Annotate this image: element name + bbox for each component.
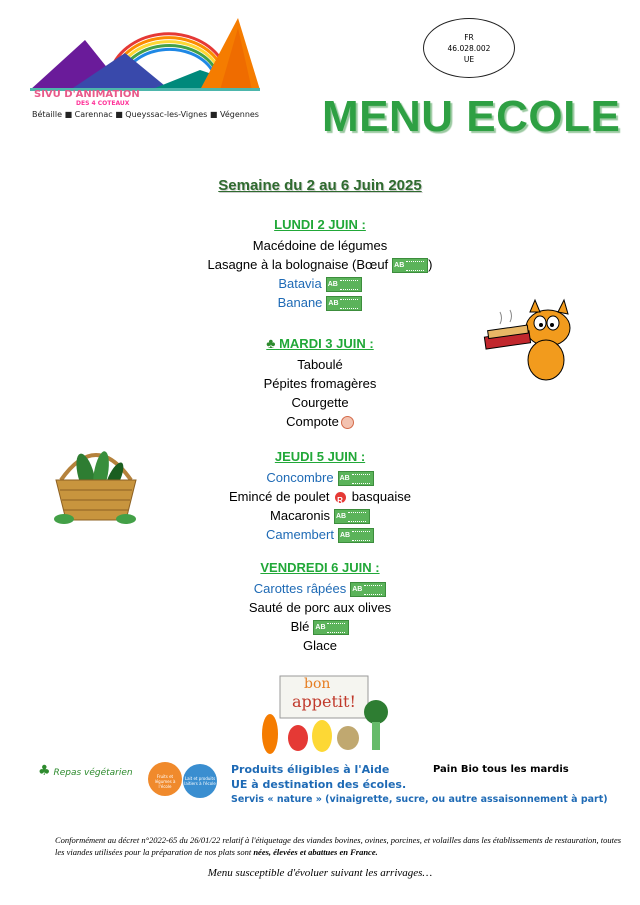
organic-label-icon bbox=[313, 620, 349, 635]
menu-item: BataviaAB bbox=[0, 274, 640, 293]
aid-line-1: Produits éligibles à l'Aide bbox=[231, 763, 390, 776]
organic-label-icon bbox=[338, 528, 374, 543]
organic-label-icon bbox=[326, 296, 362, 311]
menu-item: Glace bbox=[303, 638, 337, 653]
bon-text: bon bbox=[304, 676, 331, 692]
label-rouge-icon bbox=[335, 492, 346, 503]
menu-change-notice: Menu susceptible d'évoluer suivant les arrivages… bbox=[207, 867, 433, 879]
page-title: MENU ECOLE bbox=[322, 92, 621, 141]
day-label: LUNDI 2 JUIN : bbox=[274, 217, 366, 232]
day-label: VENDREDI 6 JUIN : bbox=[260, 560, 380, 575]
menu-item: Sauté de porc aux olives bbox=[248, 600, 392, 615]
stamp-number: 46.028.002 bbox=[447, 43, 491, 53]
stamp-country: FR bbox=[464, 32, 474, 42]
organic-label-icon bbox=[326, 277, 362, 292]
logo-org-name: SIVU D'ANIMATION bbox=[34, 89, 140, 100]
menu-item: Pépites fromagères bbox=[263, 376, 377, 391]
aid-line-2: UE à destination des écoles. bbox=[231, 778, 407, 791]
logo-towns: Bétaille ■ Carennac ■ Queyssac-les-Vignes ■ Végennes bbox=[32, 110, 259, 119]
logo-subtitle: DES 4 COTEAUX bbox=[76, 100, 130, 107]
bon-appetit-illustration bbox=[250, 672, 400, 758]
menu-item: Courgette bbox=[291, 395, 349, 410]
homemade-icon bbox=[341, 416, 354, 429]
organic-label-icon bbox=[392, 258, 428, 273]
menu-item: Compote bbox=[0, 412, 640, 431]
menu-item: BléAB bbox=[0, 617, 640, 636]
menu-item: MacaronisAB bbox=[0, 506, 640, 525]
stamp-ue: UE bbox=[463, 54, 475, 64]
day-friday bbox=[0, 557, 640, 655]
week-heading: Semaine du 2 au 6 Juin 2025 bbox=[218, 177, 422, 194]
fruits-school-program-icon: Fruits et légumes à l'école bbox=[148, 762, 182, 796]
menu-item: Lasagne à la bolognaise (BœufAB ) bbox=[0, 255, 640, 274]
menu-item: Emincé de poulet R basquaise bbox=[0, 487, 640, 506]
milk-school-program-icon: Lait et produits laitiers à l'école bbox=[183, 764, 217, 798]
menu-item: ConcombreAB bbox=[0, 468, 640, 487]
menu-item: Taboulé bbox=[297, 357, 343, 372]
organic-label-icon bbox=[334, 509, 370, 524]
organization-logo bbox=[30, 18, 260, 128]
menu-item: Macédoine de légumes bbox=[252, 238, 388, 253]
menu-item: BananeAB bbox=[0, 293, 640, 312]
day-label: JEUDI 5 JUIN : bbox=[274, 449, 366, 464]
organic-label-icon bbox=[350, 582, 386, 597]
vegetarian-legend: ♣ Repas végétarien bbox=[38, 763, 133, 779]
decree-notice: Conformément au décret n°2022-65 du 26/01/22 relatif à l'étiquetage des viandes bovines, ovines, porcines, et volailles dans les établissements de restauration, toutes les viandes utilisées pour la préparation de nos plats sont nées, élevées et abattues en France. bbox=[55, 835, 622, 857]
garfield-illustration bbox=[480, 290, 580, 385]
organic-label-icon bbox=[338, 471, 374, 486]
day-label: MARDI 3 JUIN : bbox=[279, 336, 374, 351]
clover-icon: ♣ bbox=[38, 763, 51, 779]
aid-line-3: Servis « nature » (vinaigrette, sucre, ou autre assaisonnement à part) bbox=[231, 794, 608, 805]
bread-notice: Pain Bio tous les mardis bbox=[433, 764, 569, 775]
menu-item: Carottes râpéesAB bbox=[0, 579, 640, 598]
menu-item: CamembertAB bbox=[0, 525, 640, 544]
clover-icon: ♣ bbox=[266, 335, 276, 351]
sanitary-stamp bbox=[423, 18, 515, 78]
vegetable-basket-illustration bbox=[46, 435, 146, 530]
appetit-text: appetit! bbox=[292, 692, 356, 711]
